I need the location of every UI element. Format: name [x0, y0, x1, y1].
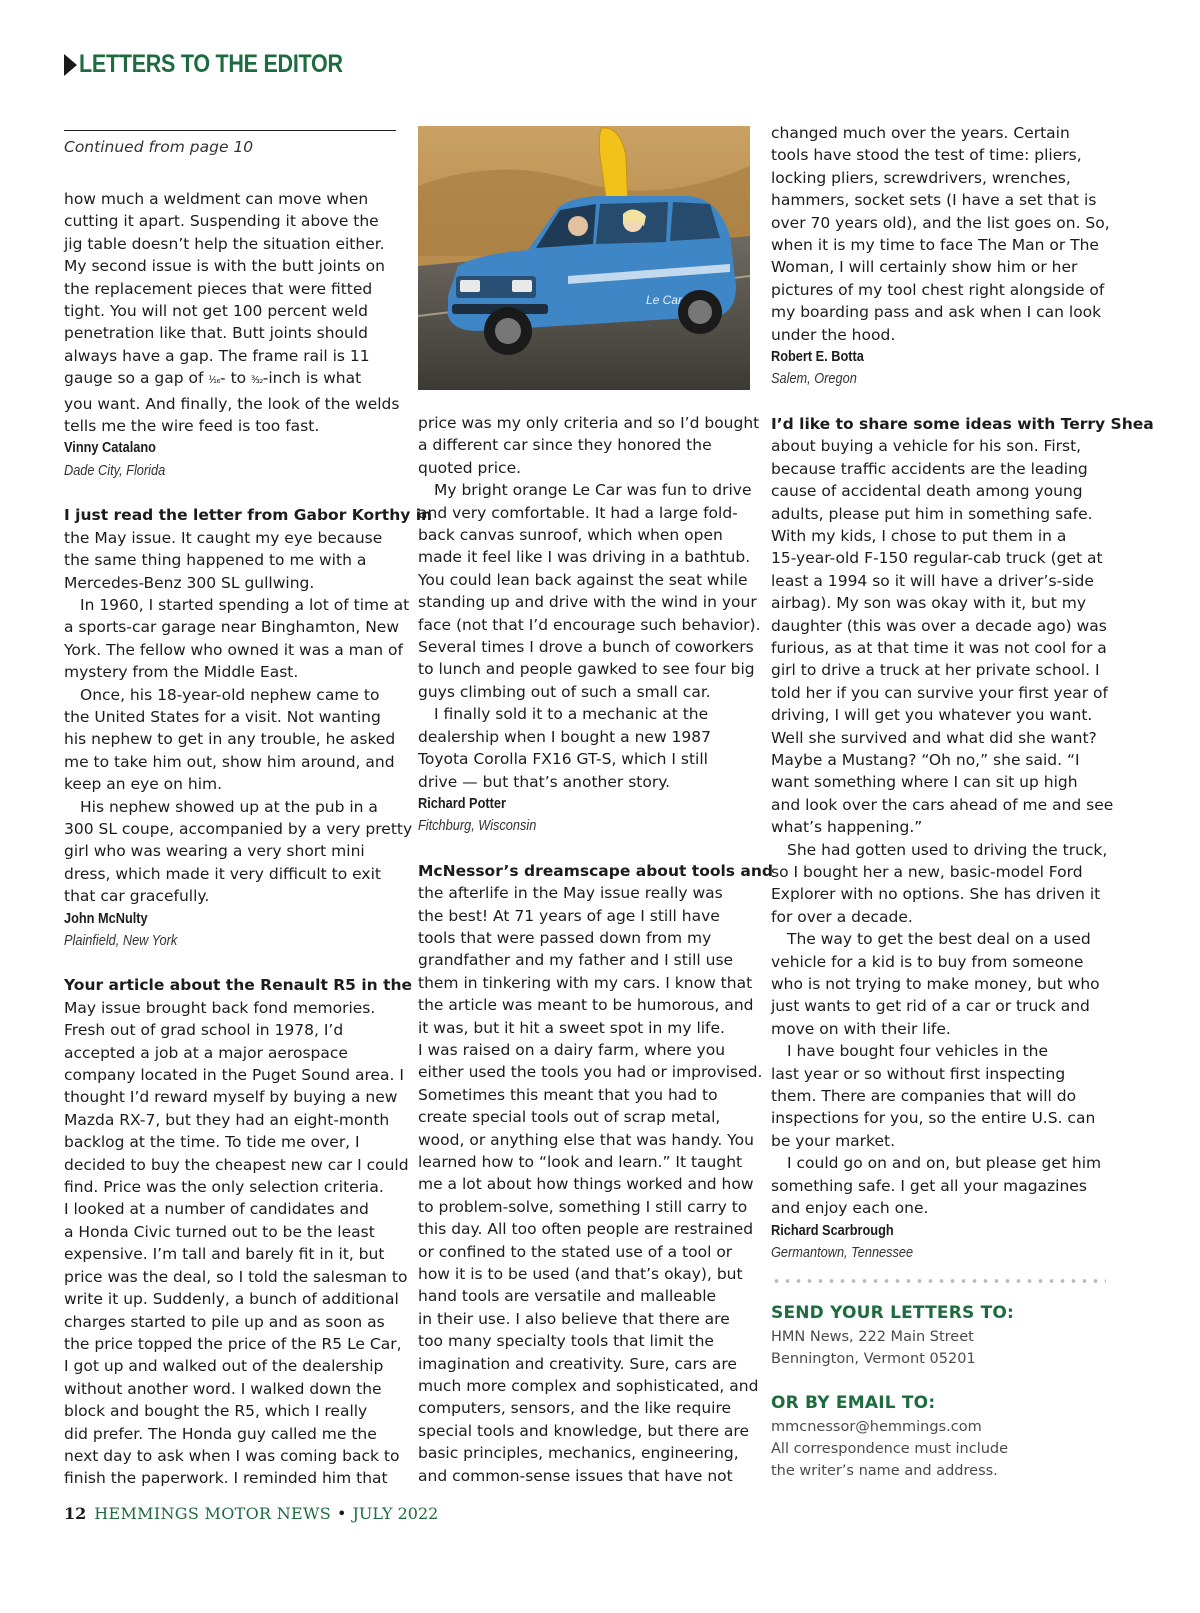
letter-vinny-catalano: [64, 188, 400, 482]
text-line: because traffic accidents are the leading: [771, 459, 1088, 478]
text-line: charges started to pile up and as soon as: [64, 1312, 385, 1331]
letter-lead: I’d like to share some ideas with Terry Shea: [771, 414, 1154, 433]
text-line: much more complex and sophisticated, and: [418, 1377, 759, 1396]
text-line: always have a gap. The frame rail is 11: [64, 346, 370, 365]
text-line: the afterlife in the May issue really was: [418, 884, 723, 903]
text-line: a different car since they honored the: [418, 436, 712, 455]
text-line: Mercedes-Benz 300 SL gullwing.: [64, 573, 315, 592]
mailing-address-line-1: HMN News, 222 Main Street: [771, 1329, 974, 1345]
text-line: this day. All too often people are restrained: [418, 1220, 754, 1239]
text-line: either used the tools you had or improvised.: [418, 1063, 763, 1082]
car-badge: Le Car: [646, 293, 683, 307]
text-line: price was the deal, so I told the salesman to: [64, 1267, 408, 1286]
text-line: daughter (this was over a decade ago) was: [771, 616, 1107, 635]
text-line: hammers, socket sets (I have a set that is: [771, 191, 1097, 210]
letter-john-mcnulty: [64, 504, 433, 952]
issue-date: JULY 2022: [352, 1504, 439, 1523]
text-line: May issue brought back fond memories.: [64, 998, 376, 1017]
author-name: John McNulty: [64, 910, 148, 927]
text-line: them. There are companies that will do: [771, 1087, 1077, 1106]
text-line: Well she survived and what did she want?: [771, 728, 1097, 747]
section-title: LETTERS TO THE EDITOR: [79, 50, 343, 78]
text-line: cutting it apart. Suspending it above the: [64, 212, 379, 231]
text-line: the same thing happened to me with a: [64, 551, 367, 570]
text-line: company located in the Puget Sound area. I: [64, 1066, 404, 1085]
text-line: write it up. Suddenly, a bunch of additional: [64, 1290, 399, 1309]
text-fragment: -inch is what: [262, 369, 362, 388]
text-line: tools that were passed down from my: [418, 928, 712, 947]
text-line: when it is my time to face The Man or The: [771, 236, 1099, 255]
text-line: locking pliers, screwdrivers, wrenches,: [771, 168, 1071, 187]
text-line: tools have stood the test of time: pliers,: [771, 146, 1082, 165]
text-line: and common-sense issues that have not: [418, 1466, 733, 1485]
text-line: special tools and knowledge, but there are: [418, 1421, 749, 1440]
text-line: them in tinkering with my cars. I know that: [418, 973, 753, 992]
text-line: the best! At 71 years of age I still have: [418, 906, 720, 925]
send-letters-heading: SEND YOUR LETTERS TO:: [771, 1303, 1015, 1323]
text-line: accepted a job at a major aerospace: [64, 1043, 348, 1062]
text-line: York. The fellow who owned it was a man of: [64, 640, 403, 659]
text-line: how much a weldment can move when: [64, 190, 369, 208]
letter-lead: McNessor’s dreamscape about tools and: [418, 861, 774, 880]
text-line: His nephew showed up at the pub in a: [80, 797, 378, 816]
text-line: the price topped the price of the R5 Le Car,: [64, 1334, 402, 1353]
fraction-1-16: ¹⁄₁₆: [208, 375, 221, 387]
letter-lead: I just read the letter from Gabor Korthy in: [64, 506, 433, 525]
text-line: I could go on and on, but please get him: [787, 1154, 1102, 1173]
text-line: decided to buy the cheapest new car I could: [64, 1155, 409, 1174]
text-line: the United States for a visit. Not wanting: [64, 707, 381, 726]
text-line: and very comfortable. It had a large fold-: [418, 503, 738, 522]
text-line: in their use. I also believe that there are: [418, 1309, 730, 1328]
column-1: [64, 188, 433, 1490]
text-line: I got up and walked out of the dealership: [64, 1357, 384, 1376]
author-location: Plainfield, New York: [64, 933, 178, 949]
text-line: I finally sold it to a mechanic at the: [434, 705, 709, 724]
page-footer: [64, 1504, 438, 1523]
text-line: hand tools are versatile and malleable: [418, 1287, 717, 1306]
text-line: be your market.: [771, 1131, 896, 1150]
text-line: standing up and drive with the wind in your: [418, 593, 757, 612]
text-line: a sports-car garage near Binghamton, New: [64, 618, 399, 637]
text-line: changed much over the years. Certain: [771, 124, 1070, 142]
text-line: move on with their life.: [771, 1019, 951, 1038]
text-line: Several times I drove a bunch of coworkers: [418, 638, 754, 657]
text-line: 15-year-old F-150 regular-cab truck (get at: [771, 549, 1103, 568]
text-line: how it is to be used (and that’s okay), but: [418, 1265, 743, 1284]
letter-robert-botta-part1: [418, 860, 774, 1487]
text-line: next day to ask when I was coming back to: [64, 1446, 400, 1465]
text-line: airbag). My son was okay with it, but my: [771, 594, 1086, 613]
text-line: tight. You will not get 100 percent weld: [64, 302, 368, 321]
dotted-divider: [771, 1278, 1106, 1284]
text-line: block and bought the R5, which I really: [64, 1402, 368, 1421]
text-line: find. Price was the only selection criteria.: [64, 1178, 384, 1197]
letter-robert-botta-part2: [771, 122, 1111, 391]
text-line: dress, which made it very difficult to exit: [64, 864, 381, 883]
text-fragment: - to: [220, 369, 252, 388]
bullet-separator: •: [337, 1504, 347, 1523]
text-line: learned how to “look and learn.” It taught: [418, 1153, 743, 1171]
text-line: thought I’d reward myself by buying a new: [64, 1088, 398, 1107]
text-line: Woman, I will certainly show him or her: [771, 258, 1078, 277]
text-line: furious, as at that time it was not cool for a: [771, 638, 1107, 657]
text-line: computers, sensors, and the like require: [418, 1399, 732, 1418]
text-line: what’s happening.”: [771, 818, 923, 837]
car-photo: [418, 126, 750, 390]
text-line: expensive. I’m tall and barely fit in it, but: [64, 1245, 385, 1264]
text-line: want something where I can sit up high: [771, 773, 1078, 792]
text-line: adults, please put him in something safe.: [771, 504, 1093, 523]
text-line: With my kids, I chose to put them in a: [771, 526, 1067, 545]
text-line: inspections for you, so the entire U.S. can: [771, 1109, 1096, 1128]
author-name: Robert E. Botta: [771, 349, 864, 366]
text-line: imagination and creativity. Sure, cars are: [418, 1354, 737, 1373]
text-line: cause of accidental death among young: [771, 482, 1083, 501]
text-line: backlog at the time. To tide me over, I: [64, 1133, 360, 1152]
text-line: Sometimes this meant that you had to: [418, 1085, 718, 1104]
text-line: back canvas sunroof, which when open: [418, 526, 723, 545]
text-line: that car gracefully.: [64, 887, 210, 906]
text-line: vehicle for a kid is to buy from someone: [771, 952, 1084, 971]
text-line: last year or so without first inspecting: [771, 1064, 1066, 1083]
email-address[interactable]: mmcnessor@hemmings.com: [771, 1419, 982, 1435]
text-line: told her if you can survive your first year of: [771, 683, 1108, 702]
text-line: something safe. I get all your magazines: [771, 1176, 1087, 1195]
letter-richard-potter-part2: [418, 412, 761, 838]
text-line: quoted price.: [418, 458, 522, 477]
text-line: tells me the wire feed is too fast.: [64, 417, 320, 436]
text-line: The way to get the best deal on a used: [787, 930, 1091, 949]
text-line: finish the paperwork. I reminded him that: [64, 1469, 388, 1488]
text-line: me to take him out, show him around, and: [64, 752, 395, 771]
text-line: girl to drive a truck at her private school. I: [771, 661, 1100, 680]
letter-lead: Your article about the Renault R5 in the: [64, 976, 413, 995]
text-line: pictures of my tool chest right alongside of: [771, 280, 1105, 299]
text-line: wood, or anything else that was handy. You: [418, 1130, 754, 1149]
text-line: you want. And finally, the look of the welds: [64, 394, 400, 413]
text-line: I was raised on a dairy farm, where you: [418, 1040, 726, 1059]
section-header: [64, 50, 386, 79]
letter-richard-potter-part1: [64, 974, 413, 1489]
page-number: 12: [64, 1504, 87, 1523]
column-rule: [64, 130, 396, 131]
text-line: create special tools out of scrap metal,: [418, 1108, 721, 1127]
text-line: Maybe a Mustang? “Oh no,” she said. “I: [771, 750, 1080, 769]
text-line: or confined to the stated use of a tool or: [418, 1242, 733, 1261]
text-line: made it feel like I was driving in a bathtub.: [418, 548, 751, 567]
text-line: price was my only criteria and so I’d bought: [418, 414, 760, 432]
text-line: a Honda Civic turned out to be the least: [64, 1222, 375, 1241]
text-line: least a 1994 so it will have a driver’s-side: [771, 571, 1094, 590]
text-line: My second issue is with the butt joints on: [64, 257, 385, 276]
text-line: I looked at a number of candidates and: [64, 1200, 369, 1219]
text-line: and enjoy each one.: [771, 1199, 929, 1218]
text-line: keep an eye on him.: [64, 775, 223, 794]
correspondence-note-2: the writer’s name and address.: [771, 1463, 998, 1479]
text-line-fraction: [64, 367, 400, 392]
continued-note: Continued from page 10: [64, 138, 254, 156]
text-line: Mazda RX-7, but they had an eight-month: [64, 1110, 390, 1129]
text-line: me a lot about how things worked and how: [418, 1175, 754, 1194]
text-line: without another word. I walked down the: [64, 1379, 382, 1398]
text-line: Fresh out of grad school in 1978, I’d: [64, 1021, 344, 1040]
email-heading: OR BY EMAIL TO:: [771, 1393, 936, 1413]
text-line: to problem-solve, something I still carry to: [418, 1197, 748, 1216]
text-line: his nephew to get in any trouble, he asked: [64, 730, 396, 749]
text-line: mystery from the Middle East.: [64, 663, 299, 682]
text-line: jig table doesn’t help the situation either.: [64, 234, 385, 253]
triangle-marker-icon: [64, 54, 77, 76]
author-location: Fitchburg, Wisconsin: [418, 818, 537, 835]
text-line: just wants to get rid of a car or truck and: [771, 997, 1090, 1016]
text-fragment: gauge so a gap of: [64, 369, 209, 388]
text-line: basic principles, mechanics, engineering,: [418, 1444, 739, 1463]
text-line: drive — but that’s another story.: [418, 772, 671, 791]
author-name: Vinny Catalano: [64, 440, 156, 457]
correspondence-note-1: All correspondence must include: [771, 1441, 1009, 1457]
text-line: Toyota Corolla FX16 GT-S, which I still: [418, 750, 708, 769]
text-line: You could lean back against the seat while: [418, 570, 748, 589]
mailing-address-line-2: Bennington, Vermont 05201: [771, 1351, 976, 1367]
renault-le-car-illustration: [418, 126, 750, 390]
author-location: Germantown, Tennessee: [771, 1244, 914, 1261]
text-line: guys climbing out of such a small car.: [418, 682, 711, 701]
text-line: my boarding pass and ask when I can look: [771, 303, 1102, 322]
text-line: under the hood.: [771, 325, 896, 344]
text-line: I have bought four vehicles in the: [787, 1042, 1049, 1061]
fraction-3-32: ³⁄₃₂: [251, 375, 263, 387]
text-line: to lunch and people gawked to see four big: [418, 660, 755, 679]
author-location: Salem, Oregon: [771, 371, 857, 388]
text-line: the May issue. It caught my eye because: [64, 528, 383, 547]
letter-richard-scarbrough: [771, 413, 1154, 1264]
text-line: the replacement pieces that were fitted: [64, 279, 373, 298]
column-3: [771, 122, 1154, 1264]
column-2: [418, 412, 774, 1487]
text-line: for over a decade.: [771, 907, 913, 926]
publication-name: HEMMINGS MOTOR NEWS: [94, 1504, 332, 1523]
author-name: Richard Scarbrough: [771, 1222, 894, 1239]
text-line: 300 SL coupe, accompanied by a very pretty: [64, 819, 413, 838]
text-line: She had gotten used to driving the truck,: [787, 840, 1108, 859]
text-line: who is not trying to make money, but who: [771, 975, 1100, 994]
text-line: Explorer with no options. She has driven it: [771, 885, 1101, 904]
author-location: Dade City, Florida: [64, 462, 166, 479]
text-line: about buying a vehicle for his son. First,: [771, 437, 1082, 456]
text-line: My bright orange Le Car was fun to drive: [434, 481, 752, 500]
text-line: too many specialty tools that limit the: [418, 1332, 714, 1351]
text-line: so I bought her a new, basic-model Ford: [771, 863, 1083, 881]
text-line: dealership when I bought a new 1987: [418, 727, 711, 746]
text-line: the article was meant to be humorous, and: [418, 996, 754, 1015]
text-line: penetration like that. Butt joints should: [64, 324, 369, 343]
text-line: driving, I will get you whatever you want.: [771, 706, 1093, 725]
text-line: it was, but it hit a sweet spot in my life.: [418, 1018, 725, 1037]
author-name: Richard Potter: [418, 795, 506, 812]
text-line: did prefer. The Honda guy called me the: [64, 1424, 377, 1443]
text-line: grandfather and my father and I still use: [418, 951, 734, 970]
text-line: face (not that I’d encourage such behavior).: [418, 615, 761, 634]
text-line: In 1960, I started spending a lot of time at: [80, 595, 410, 614]
text-line: and look over the cars ahead of me and see: [771, 795, 1114, 814]
text-line: over 70 years old), and the list goes on. So,: [771, 213, 1110, 232]
text-line: Once, his 18-year-old nephew came to: [80, 685, 380, 704]
text-line: girl who was wearing a very short mini: [64, 842, 365, 861]
